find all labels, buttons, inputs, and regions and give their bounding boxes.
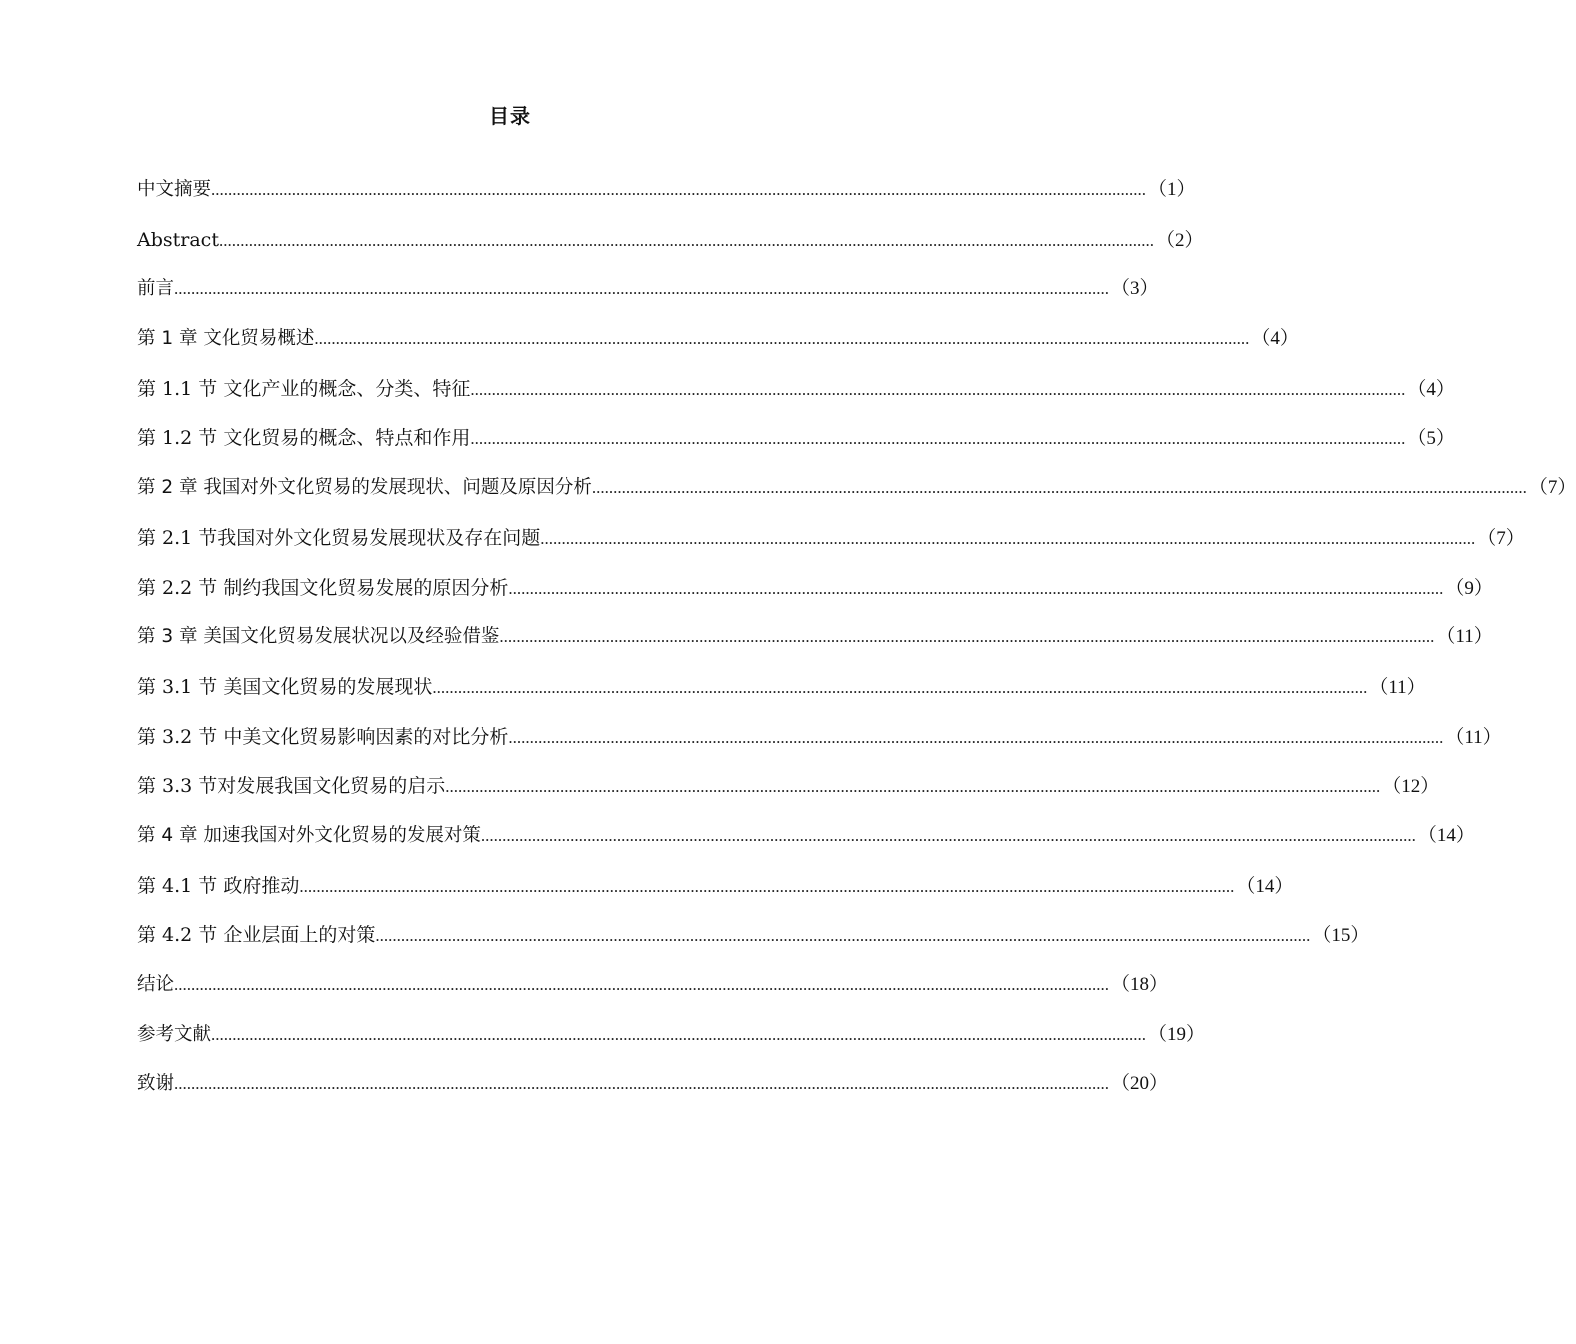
toc-entry-page: （3）	[1111, 278, 1159, 300]
toc-entry-page: （18）	[1111, 974, 1169, 995]
toc-entry-label: 参考文献	[137, 1023, 212, 1045]
toc-entry-page: （15）	[1312, 925, 1370, 947]
toc-entry-page: （14）	[1417, 824, 1475, 846]
toc-entry-page: （2）	[1155, 229, 1204, 251]
toc-entry-label: 前言	[137, 278, 175, 300]
toc-entry-label: 第 3.3 节对发展我国文化贸易的启示	[137, 775, 446, 798]
toc-entry	[137, 323, 1299, 373]
dot-leader: ............................................................................................................................................................................................................................	[470, 429, 1406, 449]
dot-leader: ............................................................................................................................................................................................................................	[174, 279, 1110, 299]
toc-entry-label: 第 4.2 节 企业层面上的对策	[137, 924, 376, 947]
toc-entry-page: （11）	[1436, 626, 1493, 648]
table-of-contents	[137, 174, 1576, 1118]
toc-entry	[137, 522, 1525, 572]
toc-entry-label: 中文摘要	[137, 179, 212, 200]
dot-leader: ............................................................................................................................................................................................................................	[540, 528, 1476, 548]
toc-entry-page: （19）	[1148, 1023, 1206, 1045]
toc-entry	[137, 969, 1169, 1019]
toc-entry-label: Abstract	[137, 228, 219, 251]
toc-entry-page: （1）	[1148, 179, 1196, 200]
dot-leader: ............................................................................................................................................................................................................................	[314, 329, 1250, 349]
toc-entry	[137, 820, 1475, 870]
toc-entry	[137, 174, 1196, 224]
toc-entry-label: 结论	[137, 974, 175, 995]
toc-entry-label: 第 3.1 节 美国文化贸易的发展现状	[137, 675, 433, 698]
toc-entry-page: （11）	[1369, 676, 1426, 698]
toc-entry-page: （7）	[1528, 477, 1576, 499]
toc-entry	[137, 1068, 1169, 1118]
toc-entry-label: 第 1.2 节 文化贸易的概念、特点和作用	[137, 427, 471, 450]
toc-entry-label: 第 1 章 文化贸易概述	[137, 328, 315, 350]
toc-entry-page: （11）	[1445, 726, 1502, 748]
toc-entry	[137, 472, 1576, 522]
toc-entry-label: 第 3.2 节 中美文化贸易影响因素的对比分析	[137, 725, 509, 748]
toc-entry	[137, 1019, 1206, 1069]
toc-entry-label: 第 2.1 节我国对外文化贸易发展现状及存在问题	[137, 526, 541, 549]
dot-leader: ............................................................................................................................................................................................................................	[591, 478, 1527, 498]
dot-leader: ............................................................................................................................................................................................................................	[508, 727, 1444, 747]
dot-leader: ............................................................................................................................................................................................................................	[375, 926, 1311, 946]
dot-leader: ............................................................................................................................................................................................................................	[211, 1024, 1147, 1044]
dot-leader: ............................................................................................................................................................................................................................	[445, 777, 1381, 797]
toc-entry	[137, 224, 1204, 274]
dot-leader: ............................................................................................................................................................................................................................	[299, 876, 1235, 896]
toc-entry-page: （4）	[1407, 378, 1455, 400]
toc-entry-label: 第 3 章 美国文化贸易发展状况以及经验借鉴	[137, 626, 500, 648]
toc-entry	[137, 621, 1493, 671]
dot-leader: ............................................................................................................................................................................................................................	[432, 677, 1368, 697]
dot-leader: ............................................................................................................................................................................................................................	[174, 1074, 1110, 1094]
toc-entry	[137, 422, 1455, 472]
dot-leader: ............................................................................................................................................................................................................................	[218, 230, 1154, 250]
dot-leader: ............................................................................................................................................................................................................................	[211, 180, 1147, 199]
toc-entry	[137, 671, 1426, 721]
toc-entry	[137, 721, 1502, 771]
dot-leader: ............................................................................................................................................................................................................................	[480, 825, 1416, 845]
dot-leader: ............................................................................................................................................................................................................................	[470, 379, 1406, 399]
toc-entry	[137, 273, 1159, 323]
toc-entry-label: 第 2 章 我国对外文化贸易的发展现状、问题及原因分析	[137, 477, 592, 499]
toc-entry	[137, 373, 1455, 423]
toc-entry-label: 第 1.1 节 文化产业的概念、分类、特征	[137, 377, 471, 400]
page-title: 目录	[489, 104, 531, 128]
toc-entry-label: 第 4.1 节 政府推动	[137, 874, 300, 897]
toc-entry	[137, 919, 1370, 969]
dot-leader: ............................................................................................................................................................................................................................	[174, 975, 1110, 994]
toc-entry	[137, 870, 1294, 920]
toc-entry-page: （5）	[1407, 428, 1455, 450]
toc-entry	[137, 572, 1493, 622]
toc-entry-page: （9）	[1445, 577, 1493, 599]
toc-entry-page: （12）	[1382, 776, 1440, 798]
toc-entry-page: （4）	[1251, 328, 1299, 350]
toc-entry	[137, 770, 1440, 820]
toc-entry-page: （20）	[1111, 1073, 1169, 1095]
toc-entry-label: 第 2.2 节 制约我国文化贸易发展的原因分析	[137, 576, 509, 599]
toc-entry-label: 第 4 章 加速我国对外文化贸易的发展对策	[137, 824, 481, 846]
toc-entry-page: （14）	[1236, 875, 1294, 897]
toc-entry-label: 致谢	[137, 1073, 175, 1095]
toc-entry-page: （7）	[1477, 527, 1525, 549]
dot-leader: ............................................................................................................................................................................................................................	[508, 578, 1444, 598]
dot-leader: ............................................................................................................................................................................................................................	[499, 627, 1435, 647]
